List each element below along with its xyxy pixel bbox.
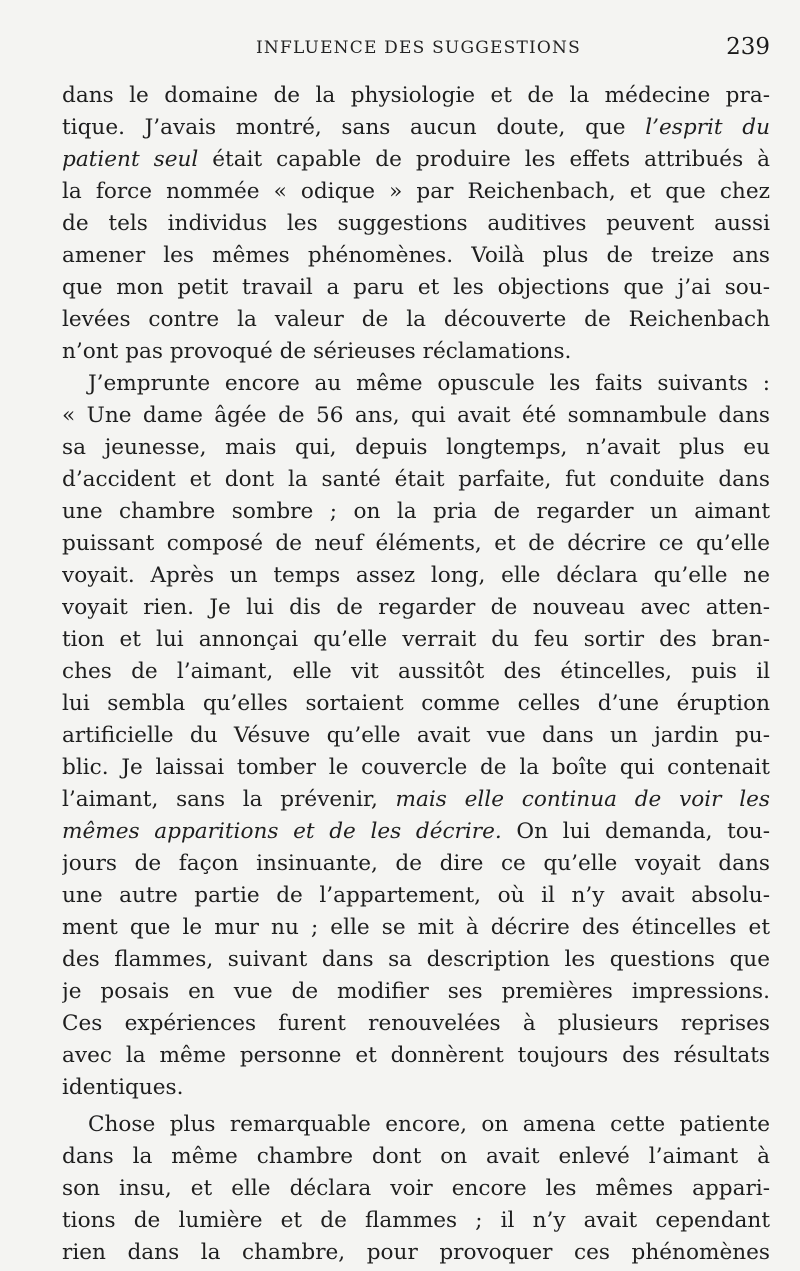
text-line: ches de l’aimant, elle vit aussitôt des étincelles, puis il	[62, 659, 770, 684]
text-run: On lui demanda, tou-	[501, 819, 770, 844]
text-line: voyait rien. Je lui dis de regarder de nouveau avec atten-	[62, 595, 770, 620]
text-line: je posais en vue de modifier ses premières impressions.	[62, 979, 770, 1004]
text-line: rien dans la chambre, pour provoquer ces phénomènes	[62, 1240, 770, 1265]
text-line: « Une dame âgée de 56 ans, qui avait été somnambule dans	[62, 403, 770, 428]
text-line: Chose plus remarquable encore, on amena cette patiente	[88, 1112, 770, 1137]
text-line: tions de lumière et de flammes ; il n’y avait cependant	[62, 1208, 770, 1233]
text-line: la force nommée « odique » par Reichenbach, et que chez	[62, 179, 770, 204]
text-run: était capable de produire les effets attribués à	[198, 147, 770, 172]
text-line	[62, 816, 770, 848]
text-line: une autre partie de l’appartement, où il n’y avait absolu-	[62, 883, 770, 908]
text-line: dans la même chambre dont on avait enlevé l’aimant à	[62, 1144, 770, 1169]
text-line: amener les mêmes phénomènes. Voilà plus de treize ans	[62, 243, 770, 268]
text-line: sa jeunesse, mais qui, depuis longtemps, n’avait plus eu	[62, 435, 770, 460]
text-line: une chambre sombre ; on la pria de regarder un aimant	[62, 499, 770, 524]
text-line: son insu, et elle déclara voir encore les mêmes appari-	[62, 1176, 770, 1201]
text-line: blic. Je laissai tomber le couvercle de la boîte qui contenait	[62, 755, 770, 780]
text-run: l’aimant, sans la prévenir,	[62, 787, 396, 812]
running-title: INFLUENCE DES SUGGESTIONS	[256, 38, 581, 58]
text-line: de tels individus les suggestions auditives peuvent aussi	[62, 211, 770, 236]
running-header	[60, 36, 770, 66]
text-line: des flammes, suivant dans sa description les questions que	[62, 947, 770, 972]
text-line: artificielle du Vésuve qu’elle avait vue dans un jardin pu-	[62, 723, 770, 748]
text-line: ment que le mur nu ; elle se mit à décrire des étincelles et	[62, 915, 770, 940]
text-line: jours de façon insinuante, de dire ce qu’elle voyait dans	[62, 851, 770, 876]
text-run: tique. J’avais montré, sans aucun doute, que	[62, 115, 646, 140]
text-line: d’accident et dont la santé était parfaite, fut conduite dans	[62, 467, 770, 492]
italic-run: l’esprit du	[645, 115, 770, 140]
text-line	[62, 784, 770, 816]
text-line: J’emprunte encore au même opuscule les faits suivants :	[88, 371, 770, 396]
text-line	[62, 112, 770, 144]
text-line: identiques.	[62, 1075, 184, 1100]
italic-run: mêmes apparitions et de les décrire.	[62, 819, 502, 844]
text-line	[62, 144, 770, 176]
text-line: dans le domaine de la physiologie et de la médecine pra-	[62, 83, 770, 108]
text-line: lui sembla qu’elles sortaient comme celles d’une éruption	[62, 691, 770, 716]
text-line: tion et lui annonçai qu’elle verrait du feu sortir des bran-	[62, 627, 770, 652]
text-line: levées contre la valeur de la découverte de Reichenbach	[62, 307, 770, 332]
text-line: que mon petit travail a paru et les objections que j’ai sou-	[62, 275, 770, 300]
text-line: avec la même personne et donnèrent toujours des résultats	[62, 1043, 770, 1068]
italic-run: patient seul	[62, 147, 199, 172]
italic-run: mais elle continua de voir les	[395, 787, 770, 812]
page-number: 239	[726, 34, 770, 60]
text-line: Ces expériences furent renouvelées à plusieurs reprises	[62, 1011, 770, 1036]
body-text	[62, 80, 770, 1269]
text-line: voyait. Après un temps assez long, elle déclara qu’elle ne	[62, 563, 770, 588]
text-line: n’ont pas provoqué de sérieuses réclamations.	[62, 339, 572, 364]
text-line: puissant composé de neuf éléments, et de décrire ce qu’elle	[62, 531, 770, 556]
